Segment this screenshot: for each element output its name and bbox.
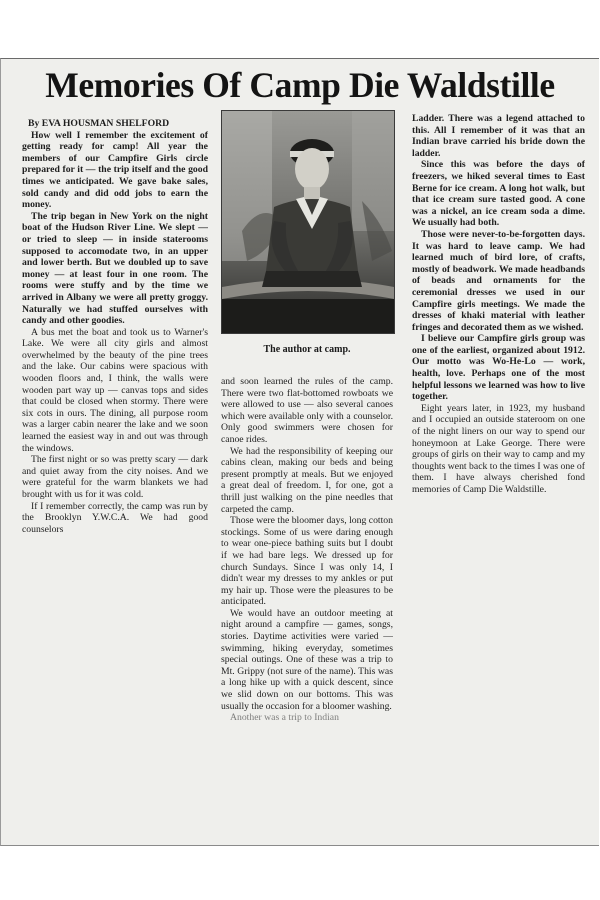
paragraph: I believe our Campfire girls group was one of the earliest, organized about 1912. Our motto was Wo-He-Lo — work, health, love. Perhaps one of the most helpful lessons we learned was how to live together. <box>412 333 585 403</box>
paragraph: The first night or so was pretty scary — dark and quiet away from the city noises. And we were grateful for the warm blankets we had brought with us for it was cold. <box>22 454 208 500</box>
paragraph: If I remember correctly, the camp was run by the Brooklyn Y.W.C.A. We had good counselors <box>22 500 208 535</box>
paragraph: Another was a trip to Indian <box>230 712 339 724</box>
paragraph: Those were never-to-be-forgotten days. It was hard to leave camp. We had learned much of bird lore, of crafts, mostly of beadwork. We made headbands of beads and ornaments for the ceremonial dresses we used in our Campfire girls meetings. We made the dresses of khaki material with leather fringes and decorated them as we wished. <box>412 228 585 333</box>
paragraph: Ladder. There was a legend attached to this. All I remember of it was that an Indian brave carried his bride down the ladder. <box>412 113 585 159</box>
paragraph: We would have an outdoor meeting at night around a campfire — games, songs, stories. Daytime activities were varied — swimming, hiking everyday, sometimes special outings. One of these was a trip to Mt. Grippy (not sure of the name). This was a long hike up with a quick descent, since we slid down on our bottoms. This was usually the occasion for a bloomer washing. <box>221 607 393 712</box>
paragraph: and soon learned the rules of the camp. There were two flat-bottomed rowboats we were allowed to use — also several canoes which were available only with a counselor. Only good swimmers were chosen for canoe rides. <box>221 376 393 445</box>
column-1 <box>22 118 208 608</box>
author-photo <box>221 110 395 334</box>
column-2 <box>221 376 393 820</box>
paragraph: A bus met the boat and took us to Warner's Lake. We were all city girls and almost overwhelmed by the beauty of the pine trees and the lake. Our cabins were spacious with wooden floors and, I think, the walls were wooden part way up — canvas tops and sides that could be closed when stormy. There were six cots in ours. The dining, all purpose room was a larger cabin nearer the lake and we soon learned the easiest way in and out was through the windows. <box>22 326 208 454</box>
author-photo-image <box>222 111 394 333</box>
column-3 <box>412 113 585 613</box>
article-headline: Memories Of Camp Die Waldstille <box>45 65 555 105</box>
paragraph: Eight years later, in 1923, my husband and I occupied an outside stateroom on one of the night liners on our way to spend our honeymoon at Lake George. There were groups of girls on their way to camp and my thoughts went back to the times I was one of them. I have always cherished fond memories of Camp Die Waldstille. <box>412 402 585 495</box>
paragraph: The trip began in New York on the night boat of the Hudson River Line. We slept — or tried to sleep — in inside staterooms supposed to accomodate two, in an upper and lower berth. But we doubled up to save money — at least four in one room. The rooms were stuffy and by the time we arrived in Albany we were all pretty groggy. Naturally we had stuffed ourselves with candy and other goodies. <box>22 210 208 327</box>
paragraph: How well I remember the excitement of getting ready for camp! All year the members of our Campfire Girls circle prepared for it — the trip itself and the good times we anticipated. We gave bake sales, sold candy and did odd jobs to earn the money. <box>22 129 208 211</box>
photo-caption: The author at camp. <box>263 344 351 355</box>
paragraph: Those were the bloomer days, long cotton stockings. Some of us were daring enough to wear one-piece bathing suits but I doubt if we had bare legs. We dressed up for church Sundays. Since I was only 14, I didn't wear my dresses to my ankles or put my hair up. Those were the pleasures to be anticipated. <box>221 515 393 608</box>
paragraph: We had the responsibility of keeping our cabins clean, making our beds and being present promptly at meals. But we enjoyed a great deal of freedom. I, for one, got a thrill just walking on the pine needles that carpeted the camp. <box>221 445 393 515</box>
byline: By EVA HOUSMAN SHELFORD <box>28 118 170 129</box>
paragraph: Since this was before the days of freezers, we hiked several times to East Berne for ice cream. A long hot walk, but that ice cream sure tasted good. A cone was a nickel, an ice cream soda a dime. We usually had both. <box>412 159 585 229</box>
